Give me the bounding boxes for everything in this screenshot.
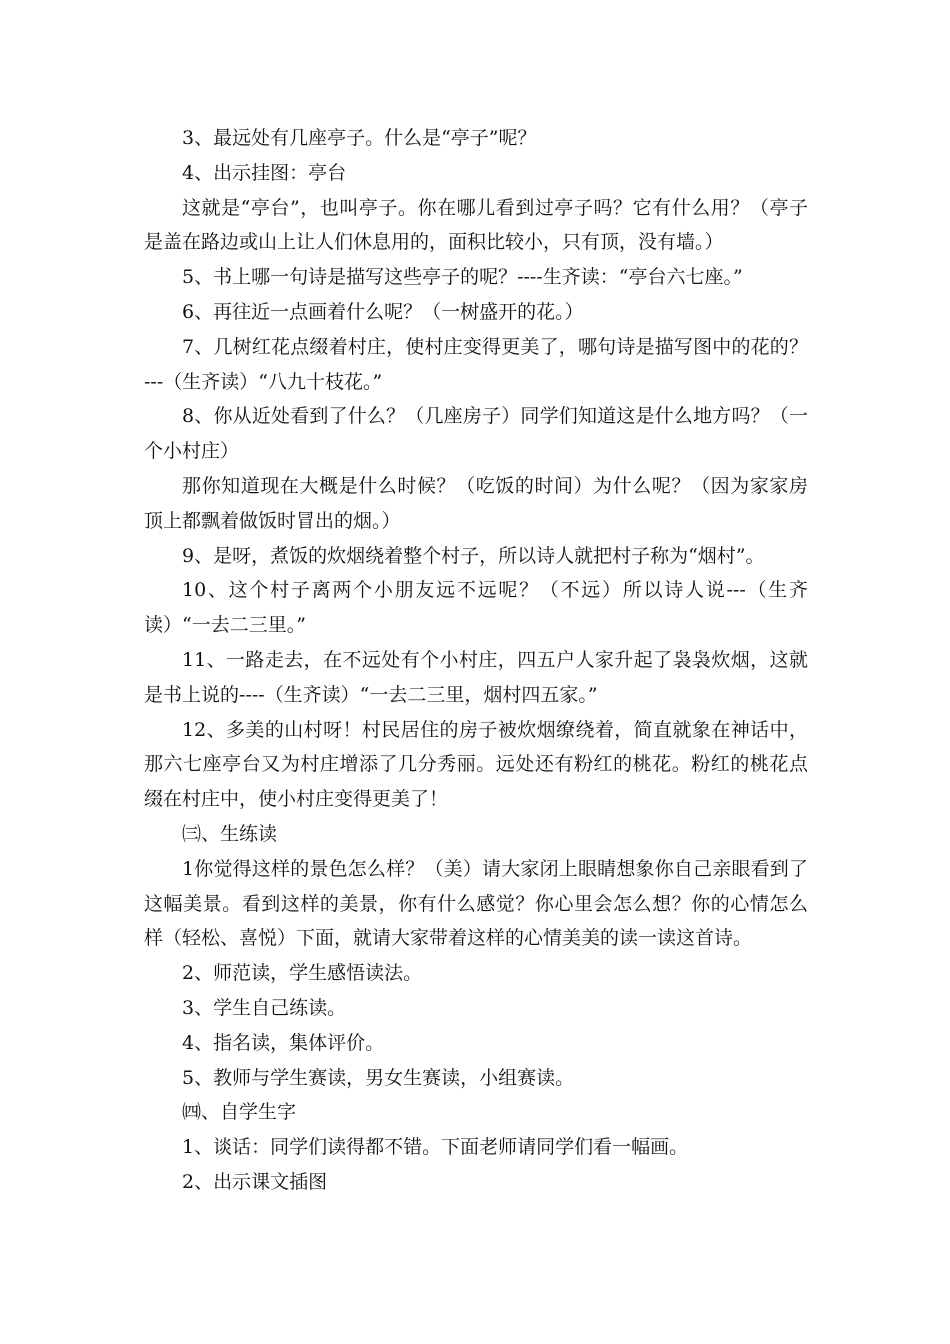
paragraph: 3、学生自己练读。 (182, 996, 347, 1019)
paragraph: 10、这个村子离两个小朋友远不远呢？（不远）所以诗人说---（生齐读）“一去二三里。” (144, 579, 808, 637)
paragraph: 1、谈话：同学们读得都不错。下面老师请同学们看一幅画。 (182, 1136, 689, 1159)
paragraph: 8、你从近处看到了什么？（几座房子）同学们知道这是什么地方吗？（一个小村庄） (144, 405, 808, 463)
paragraph: 12、多美的山村呀！村民居住的房子被炊烟缭绕着，简直就象在神话中，那六七座亭台又为村庄增添了几分秀丽。远处还有粉红的桃花。粉红的桃花点缀在村庄中，使小村庄变得更美了！ (144, 718, 808, 811)
paragraph: 6、再往近一点画着什么呢？（一树盛开的花。） (182, 300, 584, 323)
paragraph: 2、出示课文插图 (182, 1170, 328, 1193)
paragraph: 7、几树红花点缀着村庄，使村庄变得更美了，哪句诗是描写图中的花的？---（生齐读）“八九十枝花。” (144, 335, 808, 393)
paragraph: 5、书上哪一句诗是描写这些亭子的呢？----生齐读：“亭台六七座。” (182, 266, 743, 289)
paragraph: 5、教师与学生赛读，男女生赛读，小组赛读。 (182, 1066, 575, 1089)
paragraph: 4、出示挂图：亭台 (182, 161, 347, 184)
paragraph: 11、一路走去，在不远处有个小村庄，四五户人家升起了袅袅炊烟，这就是书上说的----（生齐读）“一去二三里，烟村四五家。” (144, 648, 808, 706)
section-heading: ㈢、生练读 (182, 822, 278, 845)
document-body (144, 121, 808, 1200)
paragraph: 这就是“亭台”，也叫亭子。你在哪儿看到过亭子吗？它有什么用？（亭子是盖在路边或山上让人们休息用的，面积比较小，只有顶，没有墙。） (144, 196, 808, 254)
paragraph: 2、师范读，学生感悟读法。 (182, 962, 423, 985)
section-heading: ㈣、自学生字 (182, 1101, 297, 1124)
paragraph: 9、是呀，煮饭的炊烟绕着整个村子，所以诗人就把村子称为“烟村”。 (182, 544, 765, 567)
paragraph: 那你知道现在大概是什么时候？（吃饭的时间）为什么呢？（因为家家房顶上都飘着做饭时冒出的烟。） (144, 474, 808, 532)
paragraph: 3、最远处有几座亭子。什么是“亭子”呢？ (182, 127, 537, 149)
paragraph: 4、指名读，集体评价。 (182, 1031, 385, 1054)
paragraph: 1你觉得这样的景色怎么样？（美）请大家闭上眼睛想象你自己亲眼看到了这幅美景。看到这样的美景，你有什么感觉？你心里会怎么想？你的心情怎么样（轻松、喜悦）下面，就请大家带着这样的心情美美的读一读这首诗。 (144, 857, 808, 950)
